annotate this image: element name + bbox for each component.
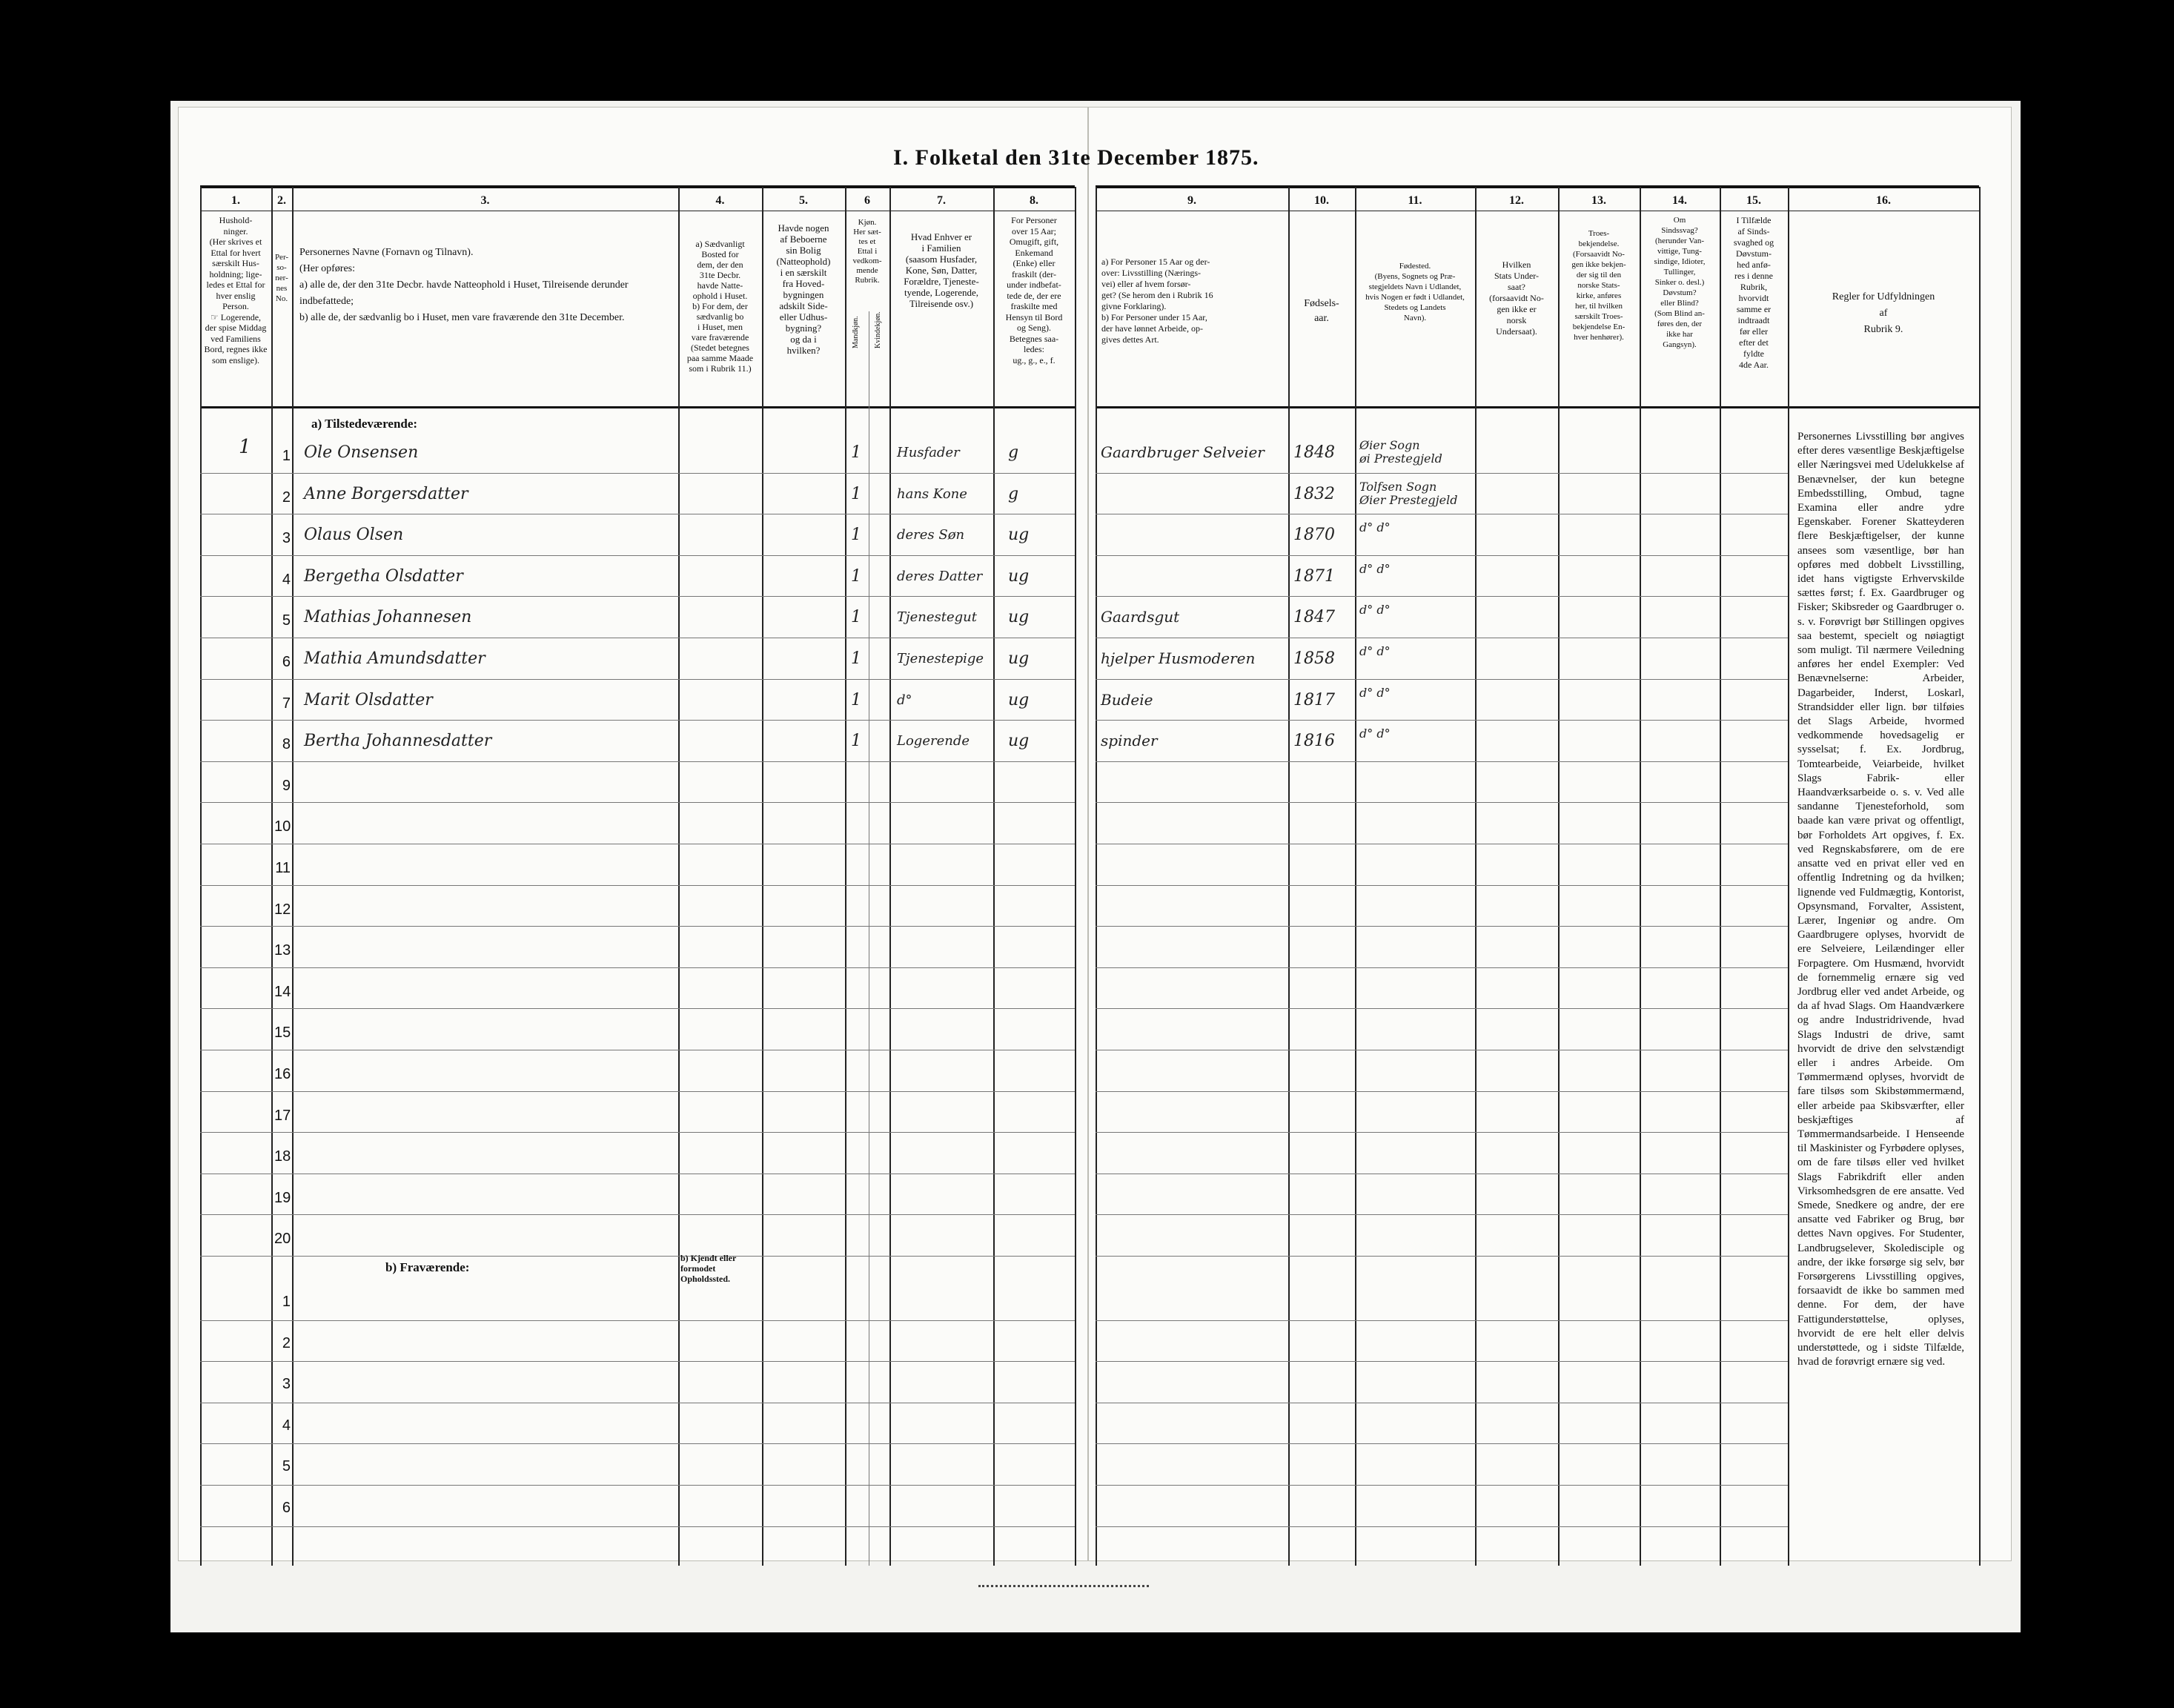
- sex-mark: 1: [851, 567, 861, 586]
- section-absent-label: b) Fraværende:: [385, 1260, 470, 1274]
- col-num-10: 10.: [1314, 194, 1329, 207]
- person-name: Bergetha Olsdatter: [304, 567, 463, 586]
- col-line: [889, 187, 891, 1566]
- occupation: hjelper Husmoderen: [1101, 649, 1256, 667]
- col5-header: Havde nogen af Beboerne sin Bolig (Natteophold) i en særskilt fra Hoved- bygningen adskilt Side- eller Udhus- bygning? og da i hvilken?: [776, 222, 831, 356]
- col-line: [271, 187, 273, 1566]
- row-number: 10: [274, 818, 291, 835]
- row-number: 5: [282, 612, 291, 629]
- row-number: 3: [282, 530, 291, 546]
- col-line: [678, 187, 680, 1566]
- col-num-11: 11.: [1408, 194, 1422, 207]
- col-line: [292, 187, 294, 1566]
- row-rule: [1096, 1214, 1788, 1215]
- col-num-2: 2.: [277, 194, 286, 207]
- person-name: Marit Olsdatter: [304, 691, 433, 709]
- row-rule: [200, 596, 1075, 597]
- birth-year: 1816: [1293, 732, 1335, 750]
- row-number: 13: [274, 942, 291, 959]
- birth-year: 1817: [1293, 691, 1335, 709]
- row-number: 18: [274, 1148, 291, 1165]
- birthplace: d° d°: [1359, 562, 1391, 576]
- row-rule: [1096, 720, 1788, 721]
- family-relation: Tjenestegut: [897, 609, 977, 625]
- col15-header: I Tilfælde af Sinds- svaghed og Døvstum- hed anfø- res i denne Rubrik, hvorvidt samme er indtraadt før eller efter det fyldte 4de Aar.: [1733, 215, 1774, 370]
- row-rule: [1096, 885, 1788, 886]
- sex-mark: 1: [851, 485, 861, 503]
- birthplace: d° d°: [1359, 686, 1391, 700]
- col-num-14: 14.: [1672, 194, 1687, 207]
- col-line: [1075, 187, 1076, 1566]
- row-rule: [1096, 1361, 1788, 1362]
- birth-year: 1847: [1293, 608, 1335, 626]
- birth-year: 1870: [1293, 526, 1335, 544]
- col1-header: Hushold- ninger. (Her skrives et Ettal for hvert særskilt Hus- holdning; lige- ledes et Ettal for hver enslig Person. ☞ Logerende, der spise Middag ved Familiens Bord, regnes ikke som enslige).: [204, 215, 268, 365]
- row-rule: [1096, 1008, 1788, 1009]
- occupation: spinder: [1101, 732, 1158, 749]
- sex-mark: 1: [851, 443, 861, 462]
- family-relation: Tjenestepige: [897, 651, 984, 666]
- row-number: 12: [274, 901, 291, 918]
- page-edge-mark: [978, 1580, 1149, 1587]
- row-rule: [1096, 555, 1788, 556]
- col10-header: Fødsels- aar.: [1304, 298, 1339, 324]
- col6-header: Kjøn. Her sæt- tes et Ettal i vedkom- mende Rubrik.: [852, 218, 882, 285]
- row-number: 5: [282, 1458, 291, 1474]
- row-number: 2: [282, 489, 291, 506]
- header-bottom-rule-right: [1096, 406, 1979, 408]
- person-name: Olaus Olsen: [304, 526, 404, 544]
- col-line: [200, 187, 202, 1566]
- col8-header: For Personer over 15 Aar; Omugift, gift, Enkemand (Enke) eller fraskilt (der- under indbefat- tede de, der ere fraskilte med Hensyn til Bord og Seng). Betegnes saa- ledes: ug., g., e., f.: [1005, 215, 1063, 365]
- col-line: [762, 187, 763, 1566]
- row-rule: [1096, 473, 1788, 474]
- col-num-13: 13.: [1591, 194, 1606, 207]
- row-rule: [1096, 926, 1788, 927]
- row-rule: [1096, 761, 1788, 762]
- col9-header: a) For Personer 15 Aar og der- over: Livsstilling (Nærings- vei) eller af hvem forsør- get? (Se herom den i Rubrik 16 givne Forklaring). b) For Personer under 15 Aar, der have lønnet Arbeide, op- gives dettes Art.: [1101, 256, 1213, 345]
- row-rule: [200, 1256, 1075, 1257]
- col-line: [1355, 187, 1356, 1566]
- col-line: [1096, 187, 1097, 1566]
- row-rule: [200, 555, 1075, 556]
- row-rule: [1096, 596, 1788, 597]
- row-rule: [1096, 802, 1788, 803]
- col6-female-label: Kvindekjøn.: [874, 311, 882, 348]
- row-number: 17: [274, 1108, 291, 1124]
- row-rule: [1096, 1526, 1788, 1527]
- row-rule: [1096, 1485, 1788, 1486]
- row-rule: [1096, 679, 1788, 680]
- family-relation: deres Søn: [897, 527, 965, 543]
- civil-status: ug: [1008, 649, 1030, 668]
- row-rule: [200, 720, 1075, 721]
- col-line: [845, 187, 846, 1566]
- sex-mark: 1: [851, 608, 861, 626]
- col-num-15: 15.: [1746, 194, 1761, 207]
- civil-status: ug: [1008, 732, 1030, 750]
- col3-header: Personernes Navne (Fornavn og Tilnavn). (Her opføres: a) alle de, der den 31te Decbr. havde Natteophold i Huset, Tilreisende derunder indbefattede; b) alle de, der sædvanlig bo i Huset, men vare fraværende den 31te December.: [299, 247, 629, 323]
- person-name: Bertha Johannesdatter: [304, 732, 492, 750]
- family-relation: hans Kone: [897, 486, 967, 502]
- row-number: 14: [274, 984, 291, 1000]
- family-relation: Husfader: [897, 445, 960, 460]
- row-number: 6: [282, 654, 291, 670]
- occupation: Gaardsgut: [1101, 608, 1180, 626]
- col-line: [1640, 187, 1641, 1566]
- birthplace: d° d°: [1359, 726, 1391, 741]
- row-number: 20: [274, 1231, 291, 1247]
- household-mark: 1: [239, 436, 251, 458]
- col13-header: Troes- bekjendelse. (Forsaavidt No- gen ikke bekjen- der sig til den norske Stats- kirke, anføres her, til hvilken særskilt Troes- bekjendelse En- hver henhører).: [1571, 229, 1626, 342]
- row-number: 1: [282, 1294, 291, 1310]
- civil-status: ug: [1008, 608, 1030, 626]
- row-rule: [200, 926, 1075, 927]
- col-num-16: 16.: [1876, 194, 1891, 207]
- sex-mark: 1: [851, 691, 861, 709]
- col-line: [1720, 187, 1721, 1566]
- row-rule: [200, 761, 1075, 762]
- sex-mark: 1: [851, 649, 861, 668]
- row-rule: [200, 1485, 1075, 1486]
- row-number: 11: [275, 860, 291, 876]
- sex-mark: 1: [851, 732, 861, 750]
- col-num-12: 12.: [1509, 194, 1524, 207]
- birth-year: 1871: [1293, 567, 1335, 586]
- col11-header: Fødested. (Byens, Sognets og Præ- stegjeldets Navn i Udlandet, hvis Nogen er født i Udlandet, Stedets og Landets Navn).: [1365, 262, 1465, 322]
- row-number: 16: [274, 1066, 291, 1082]
- person-name: Anne Borgersdatter: [304, 485, 468, 503]
- civil-status: g: [1008, 443, 1019, 462]
- row-rule: [200, 967, 1075, 968]
- row-number: 15: [274, 1025, 291, 1041]
- col-num-3: 3.: [480, 194, 490, 207]
- occupation: Gaardbruger Selveier: [1101, 443, 1265, 461]
- col-num-7: 7.: [937, 194, 946, 207]
- header-rule-right: [1096, 185, 1979, 188]
- col-line: [1288, 187, 1290, 1566]
- row-rule: [200, 1091, 1075, 1092]
- row-rule: [1096, 1091, 1788, 1092]
- col-num-6: 6: [864, 194, 870, 207]
- row-rule: [200, 802, 1075, 803]
- col12-header: Hvilken Stats Under- saat? (forsaavidt No- gen ikke er norsk Undersaat).: [1489, 259, 1544, 337]
- page-title: I. Folketal den 31te December 1875.: [893, 145, 1259, 170]
- col-num-8: 8.: [1030, 194, 1038, 207]
- row-number: 1: [282, 448, 291, 464]
- person-name: Mathia Amundsdatter: [304, 649, 485, 668]
- civil-status: ug: [1008, 526, 1030, 544]
- row-rule: [200, 473, 1075, 474]
- col6-male-label: Mandkjøn.: [852, 316, 860, 348]
- row-rule: [200, 679, 1075, 680]
- row-rule: [200, 1132, 1075, 1133]
- row-number: 2: [282, 1335, 291, 1351]
- rubrik-9-rules: Personernes Livsstilling bør angives efter deres væsentlige Beskjæftigelse eller Næringsvei med Udelukkelse af Benævnelser, der kun betegne Embedsstilling, Ombud, tagne Examina eller andre ydre Egenskaber. Forener Skatteyderen flere Beskjæftigelser, der kunne ansees som væsentlige, bør han opføres med dobbelt Livsstilling, idet hans vigtigste Erhvervskilde sættes først; f. Ex. Gaardbruger og Fisker; Skibsreder og Gaardbruger o. s. v. Forøvrigt bør Stillingen opgives saa bestemt, specielt og nøiagtigt som muligt. Til nærmere Veiledning anføres her endel Exempler: Ved Benævnelserne: Arbeider, Dagarbeider, Inderst, Loskarl, Strandsidder eller lign. bør tilføies det Slags Arbeide, hvormed vedkommende hovedsagelig er sysselsat; f. Ex. Jordbrug, Tomtearbeide, Veiarbeide, hvilket Slags Fabrik- eller Haandværksarbeide o. s. v. Ved alle sandanne Tjenesteforhold, som baade kan være privat og offentligt, bør Forholdets Art opgives, f. Ex. ved Regnskabsførere, om de ere ansatte ved en privat eller ved en offentlig Indretning og da hvilken; lignende ved Fuldmægtig, Kontorist, Opsynsmand, Forvalter, Assistent, Lærer, Ingeniør og andre. Om Gaardbrugere oplyses, hvorvidt de ere Selveiere, Leilændinger eller Forpagtere. Om Husmænd, hvorvidt de fornemmelig ernære sig ved Jordbrug eller ved andet Arbeide, og da af hvad Slags. Om Haandværkere og andre Industridrivende, hvad Slags Industri de drive, samt hvorvidt de drive den selvstændigt eller i andres Arbeide. Om Tømmermænd oplyses, hvorvidt de fare tilsøs som Skibstømmermænd, eller arbeide paa Skibsværfter, eller beskjæftiges af Tømmermandsarbeide. I Henseende til Maskinister og Fyrbødere oplyses, om de fare tilsøs eller ved hvilket Slags Fabrikdrift eller anden Virksomhedsgren de ere ansatte. Ved Smede, Snedkere og andre, der ere ansatte ved Fabriker og Brug, bør dettes Navn opgives. For Studenter, Landbrugselever, Skoledisciple og andre, der ikke forsørge sig selv, bør Forsørgerens Livsstilling opgives, forsaavidt de ikke bo sammen med denne. For dem, der have Fattigunderstøttelse, oplyses, hvorvidt de ere helt eller delvis understøttede, og i sidste Tilfælde, hvad de forøvrigt ernære sig ved.: [1797, 431, 1964, 1368]
- row-number: 8: [282, 736, 291, 752]
- occupation: Budeie: [1101, 691, 1153, 709]
- row-number: 4: [282, 1417, 291, 1434]
- row-number: 6: [282, 1500, 291, 1516]
- row-rule: [200, 1526, 1075, 1527]
- col-line: [1788, 187, 1789, 1566]
- row-number: 9: [282, 778, 291, 794]
- person-name: Mathias Johannesen: [304, 608, 472, 626]
- birth-year: 1832: [1293, 485, 1335, 503]
- col14-header: Om Sindssvag? (herunder Van- vittige, Tung- sindige, Idioter, Tullinger, Sinker o. desl.) Døvstum? eller Blind? (Som Blind an- føres den, der ikke har Gangsyn).: [1654, 216, 1706, 349]
- family-relation: Logerende: [897, 733, 970, 749]
- col-num-5: 5.: [799, 194, 808, 207]
- birthplace: d° d°: [1359, 603, 1391, 617]
- section-present-label: a) Tilstedeværende:: [311, 417, 418, 431]
- row-rule: [1096, 1320, 1788, 1321]
- row-rule: [200, 1361, 1075, 1362]
- row-rule: [200, 1320, 1075, 1321]
- col16-header: Regler for Udfyldningen af Rubrik 9.: [1832, 291, 1935, 335]
- row-rule: [1096, 1256, 1788, 1257]
- col2-header: Per- so- ner- nes No.: [274, 253, 289, 303]
- absent-location-note: b) Kjendt eller formodet Opholdssted.: [680, 1253, 737, 1284]
- col7-header: Hvad Enhver er i Familien (saasom Husfader, Kone, Søn, Datter, Forældre, Tjeneste- tyende, Logerende, Tilreisende osv.): [904, 231, 979, 309]
- family-relation: deres Datter: [897, 569, 983, 584]
- birth-year: 1858: [1293, 649, 1335, 668]
- birthplace: Tolfsen Sogn Øier Prestegjeld: [1359, 480, 1458, 507]
- row-number: 4: [282, 572, 291, 588]
- person-name: Ole Onsensen: [304, 443, 419, 462]
- civil-status: g: [1008, 485, 1019, 503]
- row-number: 3: [282, 1376, 291, 1392]
- sex-mark: 1: [851, 526, 861, 544]
- header-bottom-rule-left: [200, 406, 1075, 408]
- birth-year: 1848: [1293, 443, 1335, 462]
- col-line: [1979, 187, 1981, 1566]
- row-rule: [1096, 1443, 1788, 1444]
- birthplace: Øier Sogn øi Prestegjeld: [1359, 438, 1442, 466]
- col-num-4: 4.: [715, 194, 725, 207]
- header-rule-left: [200, 185, 1075, 188]
- row-rule: [200, 1008, 1075, 1009]
- col-num-9: 9.: [1187, 194, 1196, 207]
- row-rule: [200, 885, 1075, 886]
- col-line: [1558, 187, 1560, 1566]
- civil-status: ug: [1008, 691, 1030, 709]
- col-line: [993, 187, 995, 1566]
- row-number: 19: [274, 1190, 291, 1206]
- birthplace: d° d°: [1359, 520, 1391, 534]
- row-rule: [200, 1214, 1075, 1215]
- birthplace: d° d°: [1359, 644, 1391, 658]
- civil-status: ug: [1008, 567, 1030, 586]
- row-number: 7: [282, 695, 291, 712]
- col-line: [1475, 187, 1477, 1566]
- family-relation: d°: [897, 692, 912, 708]
- row-rule: [1096, 967, 1788, 968]
- row-rule: [1096, 1132, 1788, 1133]
- col-num-1: 1.: [231, 194, 240, 207]
- col4-header: a) Sædvanligt Bosted for dem, der den 31te Decbr. havde Natte- ophold i Huset. b) For dem, der sædvanlig bo i Huset, men vare fraværende (Stedet betegnes paa samme Maade som i Rubrik 11.): [686, 239, 754, 374]
- row-rule: [200, 1443, 1075, 1444]
